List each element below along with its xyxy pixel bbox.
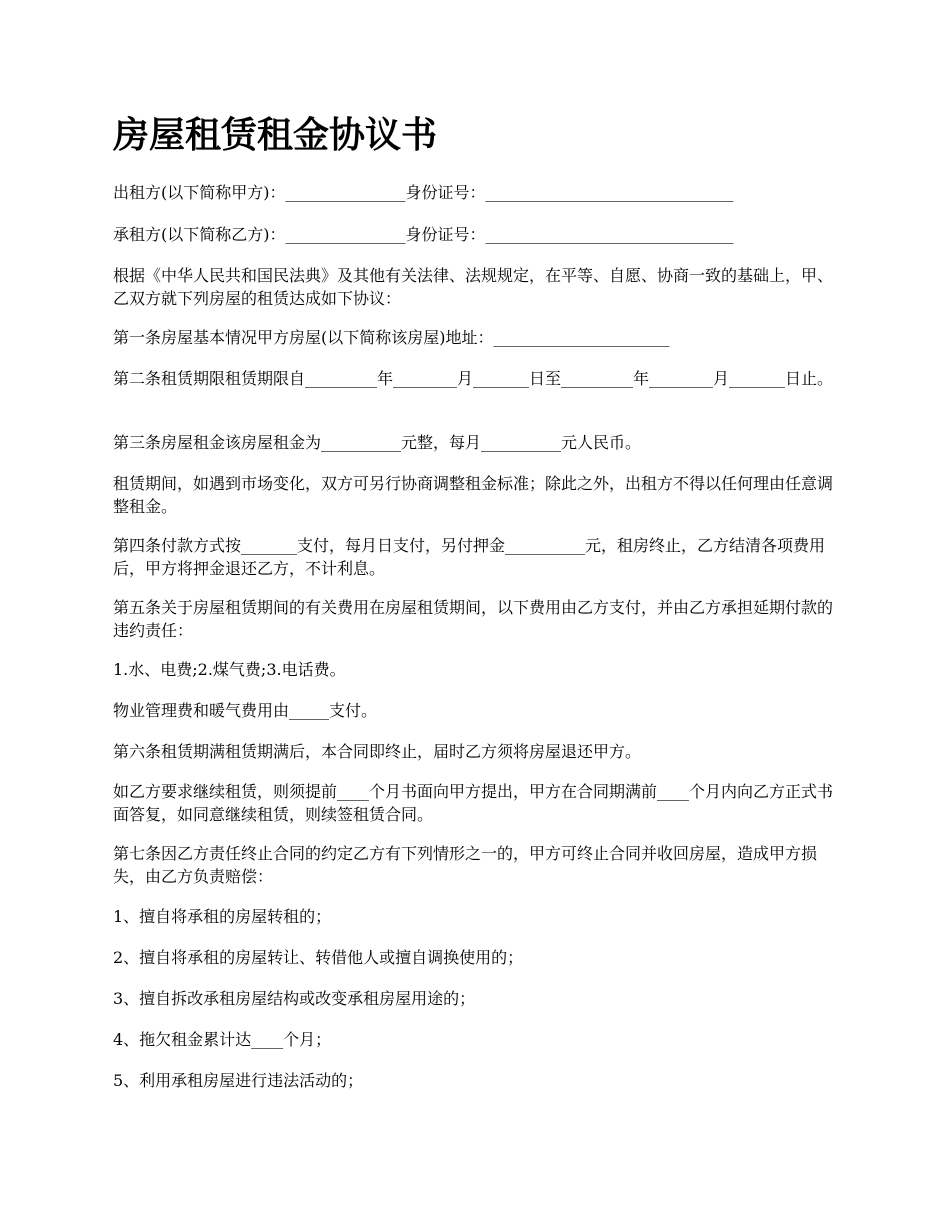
article-1-paragraph: 第一条房屋基本情况甲方房屋(以下简称该房屋)地址：______________________ — [113, 328, 670, 347]
list-item-3: 3、擅自拆改承租房屋结构或改变承租房屋用途的； — [113, 989, 476, 1008]
lessor-line: 出租方(以下简称甲方)：_______________身份证号：_______________________________ — [113, 183, 734, 202]
list-item-1: 1、擅自将承租的房屋转租的； — [113, 907, 332, 926]
utilities-list: 1.水、电费;2.煤气费;3.电话费。 — [113, 660, 346, 679]
article-2-paragraph: 第二条租赁期限租赁期限自_________年________月_______日至_________年________月_______日止。 — [113, 369, 834, 388]
property-fee-paragraph: 物业管理费和暖气费用由_____支付。 — [113, 701, 378, 720]
article-6-paragraph: 第六条租赁期满租赁期满后，本合同即终止，届时乙方须将房屋退还甲方。 — [113, 742, 642, 761]
list-item-2: 2、擅自将承租的房屋转让、转借他人或擅自调换使用的； — [113, 948, 524, 967]
lessee-line: 承租方(以下简称乙方)：_______________身份证号：_______________________________ — [113, 225, 734, 244]
article-7-paragraph: 第七条因乙方责任终止合同的约定乙方有下列情形之一的，甲方可终止合同并收回房屋，造成甲方损失，由乙方负责赔偿： — [113, 844, 818, 886]
list-item-5: 5、利用承租房屋进行违法活动的； — [113, 1071, 364, 1090]
preamble-paragraph: 根据《中华人民共和国民法典》及其他有关法律、法规规定，在平等、自愿、协商一致的基础上，甲、乙双方就下列房屋的租赁达成如下协议： — [113, 266, 834, 308]
article-5-paragraph: 第五条关于房屋租赁期间的有关费用在房屋租赁期间，以下费用由乙方支付，并由乙方承担延期付款的违约责任： — [113, 598, 834, 640]
renewal-paragraph: 如乙方要求继续租赁，则须提前____个月书面向甲方提出，甲方在合同期满前____个月内向乙方正式书面答复，如同意继续租赁，则续签租赁合同。 — [113, 782, 834, 824]
rent-adjustment-paragraph: 租赁期间，如遇到市场变化，双方可另行协商调整租金标准；除此之外，出租方不得以任何理由任意调整租金。 — [113, 474, 834, 516]
article-4-paragraph: 第四条付款方式按_______支付，每月日支付，另付押金__________元，租房终止，乙方结清各项费用后，甲方将押金退还乙方，不计利息。 — [113, 536, 826, 578]
document-title: 房屋租赁租金协议书 — [113, 115, 438, 156]
article-3-paragraph: 第三条房屋租金该房屋租金为__________元整，每月__________元人民币。 — [113, 433, 642, 452]
list-item-4: 4、拖欠租金累计达____个月； — [113, 1030, 332, 1049]
